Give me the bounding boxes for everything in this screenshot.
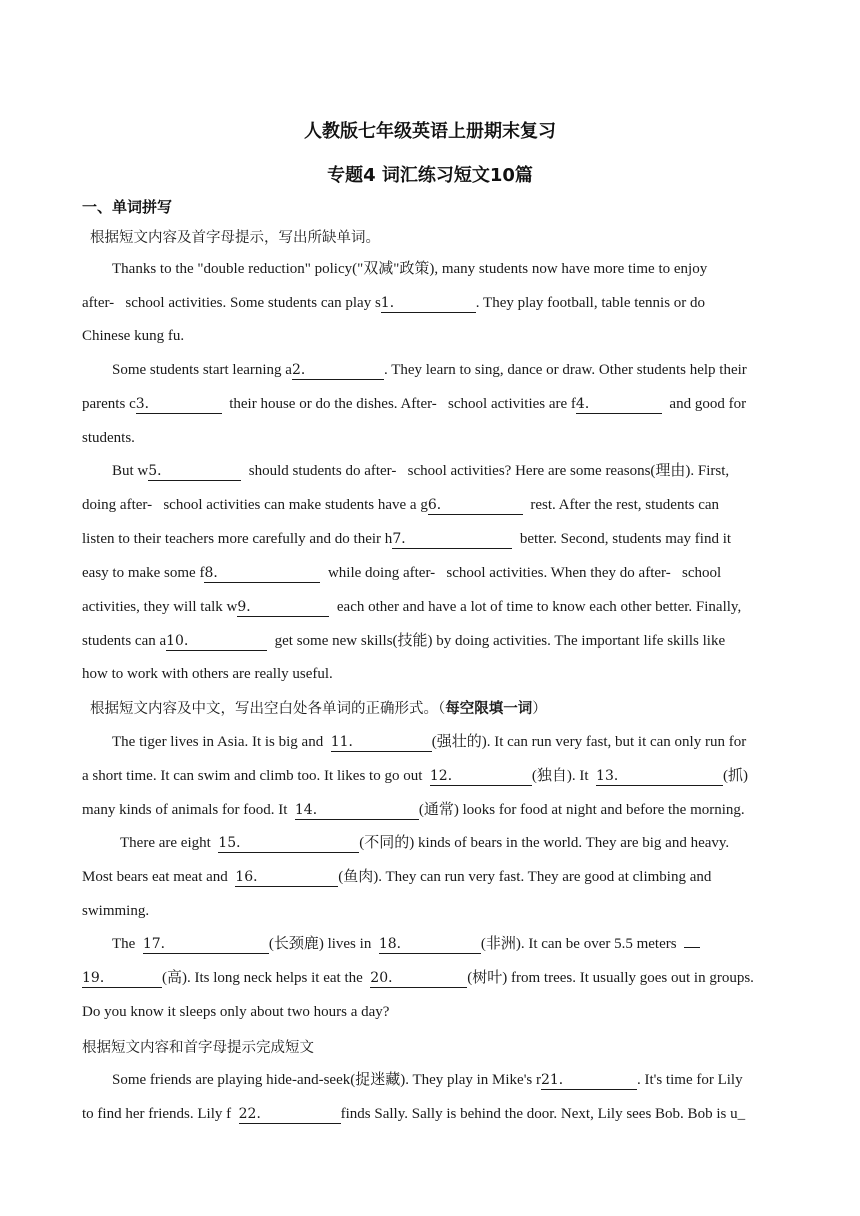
blank-14[interactable]: 14． — [295, 802, 419, 820]
blank-8[interactable]: 8． — [204, 565, 320, 583]
passage1-line: after- school activities. Some students can play s1． . They play football, table tennis or do — [82, 295, 706, 311]
blank-3[interactable]: 3． — [136, 396, 222, 414]
document-subtitle: 专题4 词汇练习短文10篇 — [327, 165, 533, 186]
passage2-line: Do you know it sleeps only about two hours a day? — [82, 1004, 390, 1020]
blank-19[interactable] — [684, 947, 700, 948]
passage1-line: parents c3． their house or do the dishes. After- school activities are f4． and good for — [82, 396, 747, 412]
blank-7[interactable]: 7． — [392, 531, 512, 549]
passage1-line: doing after- school activities can make students have a g6． rest. After the rest, students can — [82, 497, 720, 513]
passage1-line: easy to make some f8． while doing after- school activities. When they do after- school — [82, 565, 722, 581]
passage2-line: The tiger lives in Asia. It is big and 11． (强壮的). It can run very fast, but it can only run for — [112, 734, 747, 750]
blank-13[interactable]: 13． — [596, 768, 723, 786]
blank-10[interactable]: 10． — [166, 633, 267, 651]
passage1-line: Thanks to the "double reduction" policy("双减"政策), many students now have more time to enjoy — [112, 261, 708, 277]
passage1-instruction: 根据短文内容及首字母提示，写出所缺单词。 — [90, 230, 380, 246]
blank-20[interactable]: 20． — [370, 970, 467, 988]
blank-9[interactable]: 9． — [237, 599, 329, 617]
passage1-line: students can a10． get some new skills(技能) by doing activities. The important life skills like — [82, 633, 726, 649]
blank-21[interactable]: 21． — [541, 1072, 637, 1090]
section-heading: 一、单词拼写 — [82, 198, 173, 216]
blank-15[interactable]: 15． — [218, 835, 359, 853]
blank-5[interactable]: 5． — [148, 463, 241, 481]
passage1-line: activities, they will talk w9． each other and have a lot of time to know each other better. Finally, — [82, 599, 742, 615]
document-title: 人教版七年级英语上册期末复习 — [304, 121, 556, 142]
blank-2[interactable]: 2． — [292, 362, 384, 380]
blank-22[interactable]: 22． — [239, 1106, 341, 1124]
passage1-line: listen to their teachers more carefully and do their h7． better. Second, students may find it — [82, 531, 732, 547]
blank-19[interactable]: 19． — [82, 970, 162, 988]
blank-11[interactable]: 11． — [331, 734, 432, 752]
passage2-instruction: 根据短文内容及中文，写出空白处各单词的正确形式。（每空限填一词） — [90, 701, 547, 717]
passage2-line: swimming. — [82, 903, 150, 919]
passage1-line: Some students start learning a2． . They learn to sing, dance or draw. Other students help their — [112, 362, 747, 378]
blank-1[interactable]: 1． — [381, 295, 476, 313]
blank-16[interactable]: 16． — [235, 869, 338, 887]
passage1-line: students. — [82, 430, 135, 446]
passage2-line: many kinds of animals for food. It 14． (通常) looks for food at night and before the morning. — [82, 802, 745, 818]
passage3-line: to find her friends. Lily f 22． finds Sally. Sally is behind the door. Next, Lily sees Bob. Bob is u_ — [82, 1106, 746, 1122]
passage2-line: There are eight 15． (不同的) kinds of bears in the world. They are big and heavy. — [120, 835, 730, 851]
passage2-line: The 17． (长颈鹿) lives in 18． (非洲). It can be over 5.5 meters — [112, 934, 782, 954]
passage2-line: 19． (高). Its long neck helps it eat the 20． (树叶) from trees. It usually goes out in groups. — [82, 970, 754, 986]
passage2-line: a short time. It can swim and climb too. It likes to go out 12． (独自). It 13． (抓) — [82, 768, 749, 784]
blank-4[interactable]: 4． — [576, 396, 662, 414]
blank-6[interactable]: 6． — [428, 497, 523, 515]
blank-17[interactable]: 17． — [143, 936, 269, 954]
blank-12[interactable]: 12． — [430, 768, 532, 786]
blank-18[interactable]: 18． — [379, 936, 481, 954]
passage1-line: Chinese kung fu. — [82, 328, 185, 344]
passage1-line: But w5． should students do after- school activities? Here are some reasons(理由). First, — [112, 463, 730, 479]
passage3-line: Some friends are playing hide-and-seek(捉迷藏). They play in Mike's r21． . It's time for Lily — [112, 1072, 743, 1088]
passage2-line: Most bears eat meat and 16． (鱼肉). They can run very fast. They are good at climbing and — [82, 869, 712, 885]
passage3-instruction: 根据短文内容和首字母提示完成短文 — [82, 1040, 314, 1056]
passage1-line: how to work with others are really useful. — [82, 666, 333, 682]
